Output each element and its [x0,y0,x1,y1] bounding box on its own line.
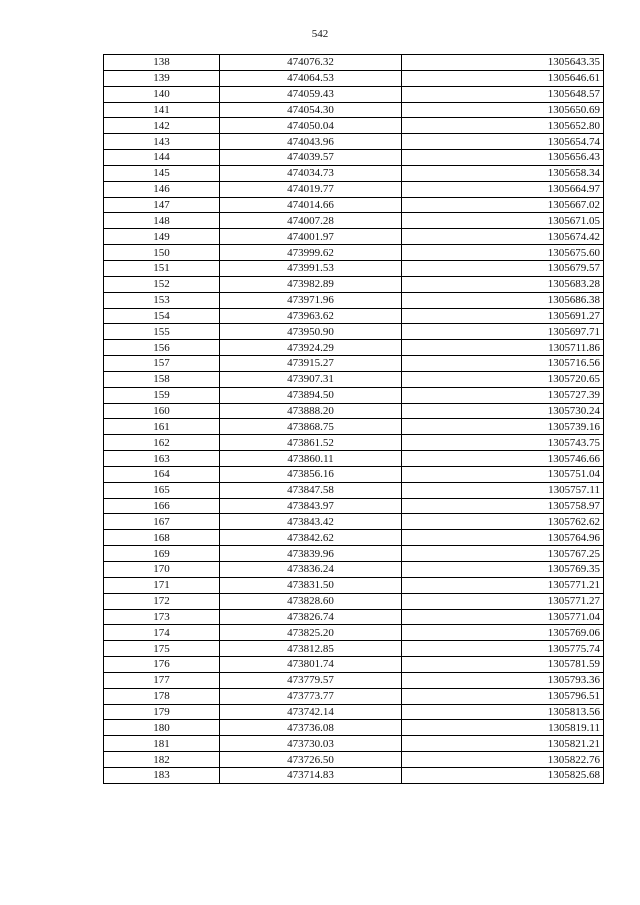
point-number-cell: 172 [104,593,220,609]
x-coordinate-cell: 473847.58 [220,482,402,498]
point-number-cell: 174 [104,625,220,641]
y-coordinate-cell: 1305686.38 [402,292,604,308]
point-number-cell: 150 [104,245,220,261]
point-number-cell: 173 [104,609,220,625]
y-coordinate-cell: 1305727.39 [402,387,604,403]
x-coordinate-cell: 474050.04 [220,118,402,134]
y-coordinate-cell: 1305646.61 [402,70,604,86]
table-row [104,530,604,546]
point-number-cell: 140 [104,86,220,102]
x-coordinate-cell: 473730.03 [220,736,402,752]
table-row [104,70,604,86]
y-coordinate-cell: 1305650.69 [402,102,604,118]
coordinates-table [103,54,604,784]
x-coordinate-cell: 473825.20 [220,625,402,641]
x-coordinate-cell: 473742.14 [220,704,402,720]
point-number-cell: 169 [104,546,220,562]
page-number: 542 [311,28,329,40]
coordinates-table-body [104,55,604,784]
x-coordinate-cell: 473836.24 [220,562,402,578]
x-coordinate-cell: 473812.85 [220,641,402,657]
x-coordinate-cell: 473773.77 [220,688,402,704]
point-number-cell: 160 [104,403,220,419]
table-row [104,371,604,387]
x-coordinate-cell: 474076.32 [220,55,402,71]
y-coordinate-cell: 1305819.11 [402,720,604,736]
x-coordinate-cell: 473915.27 [220,356,402,372]
x-coordinate-cell: 473861.52 [220,435,402,451]
y-coordinate-cell: 1305720.65 [402,371,604,387]
y-coordinate-cell: 1305671.05 [402,213,604,229]
y-coordinate-cell: 1305711.86 [402,340,604,356]
point-number-cell: 166 [104,498,220,514]
x-coordinate-cell: 473726.50 [220,752,402,768]
point-number-cell: 177 [104,672,220,688]
x-coordinate-cell: 473924.29 [220,340,402,356]
point-number-cell: 149 [104,229,220,245]
x-coordinate-cell: 473842.62 [220,530,402,546]
table-row [104,577,604,593]
y-coordinate-cell: 1305771.21 [402,577,604,593]
y-coordinate-cell: 1305793.36 [402,672,604,688]
table-row [104,657,604,673]
point-number-cell: 164 [104,466,220,482]
table-row [104,197,604,213]
y-coordinate-cell: 1305652.80 [402,118,604,134]
table-row [104,451,604,467]
x-coordinate-cell: 474007.28 [220,213,402,229]
table-row [104,276,604,292]
y-coordinate-cell: 1305796.51 [402,688,604,704]
y-coordinate-cell: 1305716.56 [402,356,604,372]
x-coordinate-cell: 473843.42 [220,514,402,530]
y-coordinate-cell: 1305683.28 [402,276,604,292]
point-number-cell: 147 [104,197,220,213]
point-number-cell: 151 [104,260,220,276]
x-coordinate-cell: 474054.30 [220,102,402,118]
point-number-cell: 170 [104,562,220,578]
table-row [104,55,604,71]
x-coordinate-cell: 474043.96 [220,134,402,150]
y-coordinate-cell: 1305771.27 [402,593,604,609]
x-coordinate-cell: 473888.20 [220,403,402,419]
point-number-cell: 162 [104,435,220,451]
point-number-cell: 143 [104,134,220,150]
x-coordinate-cell: 474059.43 [220,86,402,102]
y-coordinate-cell: 1305730.24 [402,403,604,419]
table-row [104,324,604,340]
x-coordinate-cell: 473982.89 [220,276,402,292]
point-number-cell: 157 [104,356,220,372]
table-row [104,641,604,657]
x-coordinate-cell: 473907.31 [220,371,402,387]
point-number-cell: 165 [104,482,220,498]
x-coordinate-cell: 474014.66 [220,197,402,213]
point-number-cell: 182 [104,752,220,768]
point-number-cell: 163 [104,451,220,467]
point-number-cell: 138 [104,55,220,71]
x-coordinate-cell: 474001.97 [220,229,402,245]
table-row [104,181,604,197]
y-coordinate-cell: 1305675.60 [402,245,604,261]
y-coordinate-cell: 1305825.68 [402,767,604,783]
x-coordinate-cell: 473860.11 [220,451,402,467]
x-coordinate-cell: 473826.74 [220,609,402,625]
table-row [104,229,604,245]
table-row [104,435,604,451]
x-coordinate-cell: 473831.50 [220,577,402,593]
x-coordinate-cell: 473991.53 [220,260,402,276]
x-coordinate-cell: 473839.96 [220,546,402,562]
table-row [104,466,604,482]
point-number-cell: 161 [104,419,220,435]
x-coordinate-cell: 473963.62 [220,308,402,324]
x-coordinate-cell: 474039.57 [220,150,402,166]
x-coordinate-cell: 473868.75 [220,419,402,435]
y-coordinate-cell: 1305648.57 [402,86,604,102]
x-coordinate-cell: 473999.62 [220,245,402,261]
y-coordinate-cell: 1305764.96 [402,530,604,546]
y-coordinate-cell: 1305813.56 [402,704,604,720]
point-number-cell: 176 [104,657,220,673]
y-coordinate-cell: 1305771.04 [402,609,604,625]
table-row [104,736,604,752]
table-row [104,118,604,134]
point-number-cell: 175 [104,641,220,657]
table-row [104,245,604,261]
table-row [104,752,604,768]
y-coordinate-cell: 1305691.27 [402,308,604,324]
point-number-cell: 156 [104,340,220,356]
table-row [104,150,604,166]
point-number-cell: 154 [104,308,220,324]
point-number-cell: 180 [104,720,220,736]
point-number-cell: 181 [104,736,220,752]
y-coordinate-cell: 1305697.71 [402,324,604,340]
table-row [104,498,604,514]
table-row [104,134,604,150]
x-coordinate-cell: 474019.77 [220,181,402,197]
x-coordinate-cell: 473801.74 [220,657,402,673]
table-row [104,165,604,181]
table-row [104,419,604,435]
y-coordinate-cell: 1305769.35 [402,562,604,578]
point-number-cell: 178 [104,688,220,704]
point-number-cell: 145 [104,165,220,181]
y-coordinate-cell: 1305769.06 [402,625,604,641]
y-coordinate-cell: 1305775.74 [402,641,604,657]
x-coordinate-cell: 473950.90 [220,324,402,340]
y-coordinate-cell: 1305762.62 [402,514,604,530]
y-coordinate-cell: 1305757.11 [402,482,604,498]
y-coordinate-cell: 1305667.02 [402,197,604,213]
point-number-cell: 141 [104,102,220,118]
point-number-cell: 183 [104,767,220,783]
y-coordinate-cell: 1305767.25 [402,546,604,562]
x-coordinate-cell: 473971.96 [220,292,402,308]
table-row [104,672,604,688]
table-row [104,609,604,625]
table-row [104,403,604,419]
x-coordinate-cell: 473736.08 [220,720,402,736]
y-coordinate-cell: 1305751.04 [402,466,604,482]
y-coordinate-cell: 1305656.43 [402,150,604,166]
x-coordinate-cell: 473843.97 [220,498,402,514]
y-coordinate-cell: 1305658.34 [402,165,604,181]
y-coordinate-cell: 1305821.21 [402,736,604,752]
table-row [104,260,604,276]
point-number-cell: 168 [104,530,220,546]
table-row [104,720,604,736]
x-coordinate-cell: 473714.83 [220,767,402,783]
y-coordinate-cell: 1305643.35 [402,55,604,71]
table-row [104,704,604,720]
x-coordinate-cell: 473779.57 [220,672,402,688]
x-coordinate-cell: 474034.73 [220,165,402,181]
table-row [104,625,604,641]
table-row [104,340,604,356]
point-number-cell: 148 [104,213,220,229]
point-number-cell: 142 [104,118,220,134]
y-coordinate-cell: 1305743.75 [402,435,604,451]
table-row [104,593,604,609]
table-row [104,514,604,530]
table-row [104,356,604,372]
table-row [104,102,604,118]
point-number-cell: 171 [104,577,220,593]
point-number-cell: 153 [104,292,220,308]
point-number-cell: 139 [104,70,220,86]
table-row [104,213,604,229]
x-coordinate-cell: 474064.53 [220,70,402,86]
point-number-cell: 146 [104,181,220,197]
y-coordinate-cell: 1305781.59 [402,657,604,673]
point-number-cell: 158 [104,371,220,387]
table-row [104,292,604,308]
y-coordinate-cell: 1305654.74 [402,134,604,150]
point-number-cell: 152 [104,276,220,292]
point-number-cell: 159 [104,387,220,403]
point-number-cell: 155 [104,324,220,340]
x-coordinate-cell: 473856.16 [220,466,402,482]
x-coordinate-cell: 473894.50 [220,387,402,403]
table-row [104,562,604,578]
table-row [104,86,604,102]
point-number-cell: 167 [104,514,220,530]
y-coordinate-cell: 1305674.42 [402,229,604,245]
y-coordinate-cell: 1305758.97 [402,498,604,514]
y-coordinate-cell: 1305679.57 [402,260,604,276]
table-row [104,767,604,783]
point-number-cell: 144 [104,150,220,166]
table-row [104,308,604,324]
y-coordinate-cell: 1305746.66 [402,451,604,467]
table-row [104,546,604,562]
y-coordinate-cell: 1305822.76 [402,752,604,768]
table-row [104,688,604,704]
table-row [104,482,604,498]
x-coordinate-cell: 473828.60 [220,593,402,609]
table-row [104,387,604,403]
y-coordinate-cell: 1305664.97 [402,181,604,197]
point-number-cell: 179 [104,704,220,720]
y-coordinate-cell: 1305739.16 [402,419,604,435]
